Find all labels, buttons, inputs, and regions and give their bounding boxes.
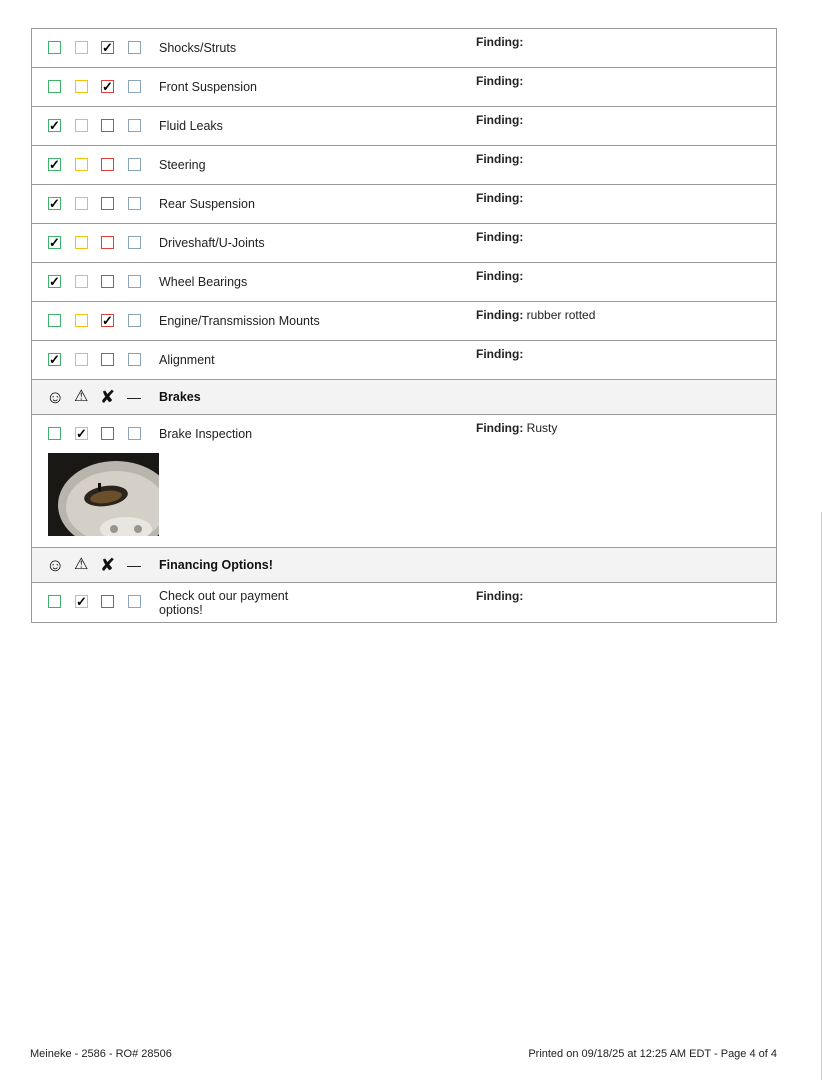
status-good-checkbox[interactable]: ✓ [49, 235, 60, 250]
finding-label: Finding: [476, 230, 524, 244]
finding-label: Finding: [476, 74, 524, 88]
status-good-checkbox[interactable]: ✓ [49, 157, 60, 172]
status-warning-checkbox[interactable] [75, 314, 88, 327]
finding [476, 74, 523, 88]
status-na-checkbox[interactable] [128, 353, 141, 366]
item-label: Driveshaft/U-Joints [159, 236, 265, 250]
brake-photo[interactable] [48, 453, 159, 536]
status-na-checkbox[interactable] [128, 41, 141, 54]
status-good-checkbox[interactable] [48, 314, 61, 327]
finding [476, 191, 523, 205]
status-warning-checkbox[interactable] [75, 80, 88, 93]
status-fail-checkbox[interactable] [101, 427, 114, 440]
status-fail-checkbox[interactable]: ✓ [102, 79, 113, 94]
status-na-checkbox[interactable] [128, 197, 141, 210]
status-fail-checkbox[interactable] [101, 595, 114, 608]
finding-label: Finding: [476, 421, 524, 435]
inspection-row [32, 341, 776, 380]
status-na-checkbox[interactable] [128, 595, 141, 608]
finding-label: Finding: [476, 191, 524, 205]
status-fail-checkbox[interactable] [101, 275, 114, 288]
dash-icon: — [127, 557, 141, 573]
status-na-checkbox[interactable] [128, 119, 141, 132]
status-na-checkbox[interactable] [128, 427, 141, 440]
status-na-checkbox[interactable] [128, 236, 141, 249]
inspection-row [32, 146, 776, 185]
finding-label: Finding: [476, 152, 524, 166]
section-header-brakes [32, 380, 776, 415]
status-na-checkbox[interactable] [128, 275, 141, 288]
item-label: Check out our payment options! [159, 589, 289, 617]
section-title: Financing Options! [159, 558, 273, 572]
inspection-row [32, 68, 776, 107]
status-fail-checkbox[interactable] [101, 158, 114, 171]
finding [476, 230, 523, 244]
status-warning-checkbox[interactable]: ✓ [76, 426, 87, 441]
status-good-checkbox[interactable] [48, 595, 61, 608]
section-header-financing [32, 548, 776, 583]
item-label: Fluid Leaks [159, 119, 223, 133]
inspection-row [32, 29, 776, 68]
x-icon: ✘ [100, 555, 116, 575]
status-fail-checkbox[interactable] [101, 353, 114, 366]
finding-label: Finding: [476, 589, 524, 603]
finding [476, 347, 523, 361]
inspection-row [32, 185, 776, 224]
status-good-checkbox[interactable]: ✓ [49, 352, 60, 367]
status-fail-checkbox[interactable] [101, 119, 114, 132]
item-label: Rear Suspension [159, 197, 255, 211]
status-fail-checkbox[interactable] [101, 236, 114, 249]
finding [476, 152, 523, 166]
inspection-table [31, 28, 777, 623]
finding [476, 308, 595, 322]
inspection-row-financing [32, 583, 776, 622]
warning-icon: ⚠ [74, 556, 89, 573]
finding-label: Finding: [476, 113, 524, 127]
status-fail-checkbox[interactable]: ✓ [102, 313, 113, 328]
finding-text: Rusty [526, 421, 558, 435]
finding-label: Finding: [476, 308, 524, 322]
x-icon: ✘ [100, 387, 116, 407]
finding [476, 113, 523, 127]
inspection-row [32, 224, 776, 263]
status-na-checkbox[interactable] [128, 80, 141, 93]
finding [476, 421, 557, 435]
status-warning-checkbox[interactable] [75, 158, 88, 171]
warning-icon: ⚠ [74, 388, 89, 405]
finding [476, 589, 523, 603]
status-good-checkbox[interactable]: ✓ [49, 118, 60, 133]
item-label: Engine/Transmission Mounts [159, 314, 320, 328]
finding-label: Finding: [476, 347, 524, 361]
item-label: Brake Inspection [159, 427, 253, 441]
status-good-checkbox[interactable]: ✓ [49, 196, 60, 211]
smiley-icon: ☺ [46, 555, 65, 575]
status-warning-checkbox[interactable] [75, 197, 88, 210]
footer-print-info: Printed on 09/18/25 at 12:25 AM EDT - Page 4 of 4 [528, 1048, 777, 1060]
inspection-row [32, 263, 776, 302]
item-label: Shocks/Struts [159, 41, 237, 55]
finding-label: Finding: [476, 35, 524, 49]
status-warning-checkbox[interactable] [75, 41, 88, 54]
status-warning-checkbox[interactable] [75, 275, 88, 288]
status-warning-checkbox[interactable] [75, 119, 88, 132]
inspection-row [32, 302, 776, 341]
item-label: Alignment [159, 353, 215, 367]
finding [476, 35, 523, 49]
footer-shop-info: Meineke - 2586 - RO# 28506 [30, 1048, 172, 1060]
status-warning-checkbox[interactable] [75, 236, 88, 249]
status-na-checkbox[interactable] [128, 158, 141, 171]
status-na-checkbox[interactable] [128, 314, 141, 327]
status-fail-checkbox[interactable]: ✓ [102, 40, 113, 55]
status-good-checkbox[interactable]: ✓ [49, 274, 60, 289]
status-fail-checkbox[interactable] [101, 197, 114, 210]
item-label: Front Suspension [159, 80, 257, 94]
status-good-checkbox[interactable] [48, 41, 61, 54]
item-label: Wheel Bearings [159, 275, 248, 289]
status-good-checkbox[interactable] [48, 80, 61, 93]
finding [476, 269, 523, 283]
smiley-icon: ☺ [46, 387, 65, 407]
item-label: Steering [159, 158, 206, 172]
inspection-row-brake [32, 415, 776, 548]
dash-icon: — [127, 389, 141, 405]
inspection-row [32, 107, 776, 146]
status-warning-checkbox[interactable]: ✓ [76, 594, 87, 609]
finding-label: Finding: [476, 269, 524, 283]
section-title: Brakes [159, 390, 201, 404]
finding-text: rubber rotted [526, 308, 596, 322]
status-good-checkbox[interactable] [48, 427, 61, 440]
status-warning-checkbox[interactable] [75, 353, 88, 366]
